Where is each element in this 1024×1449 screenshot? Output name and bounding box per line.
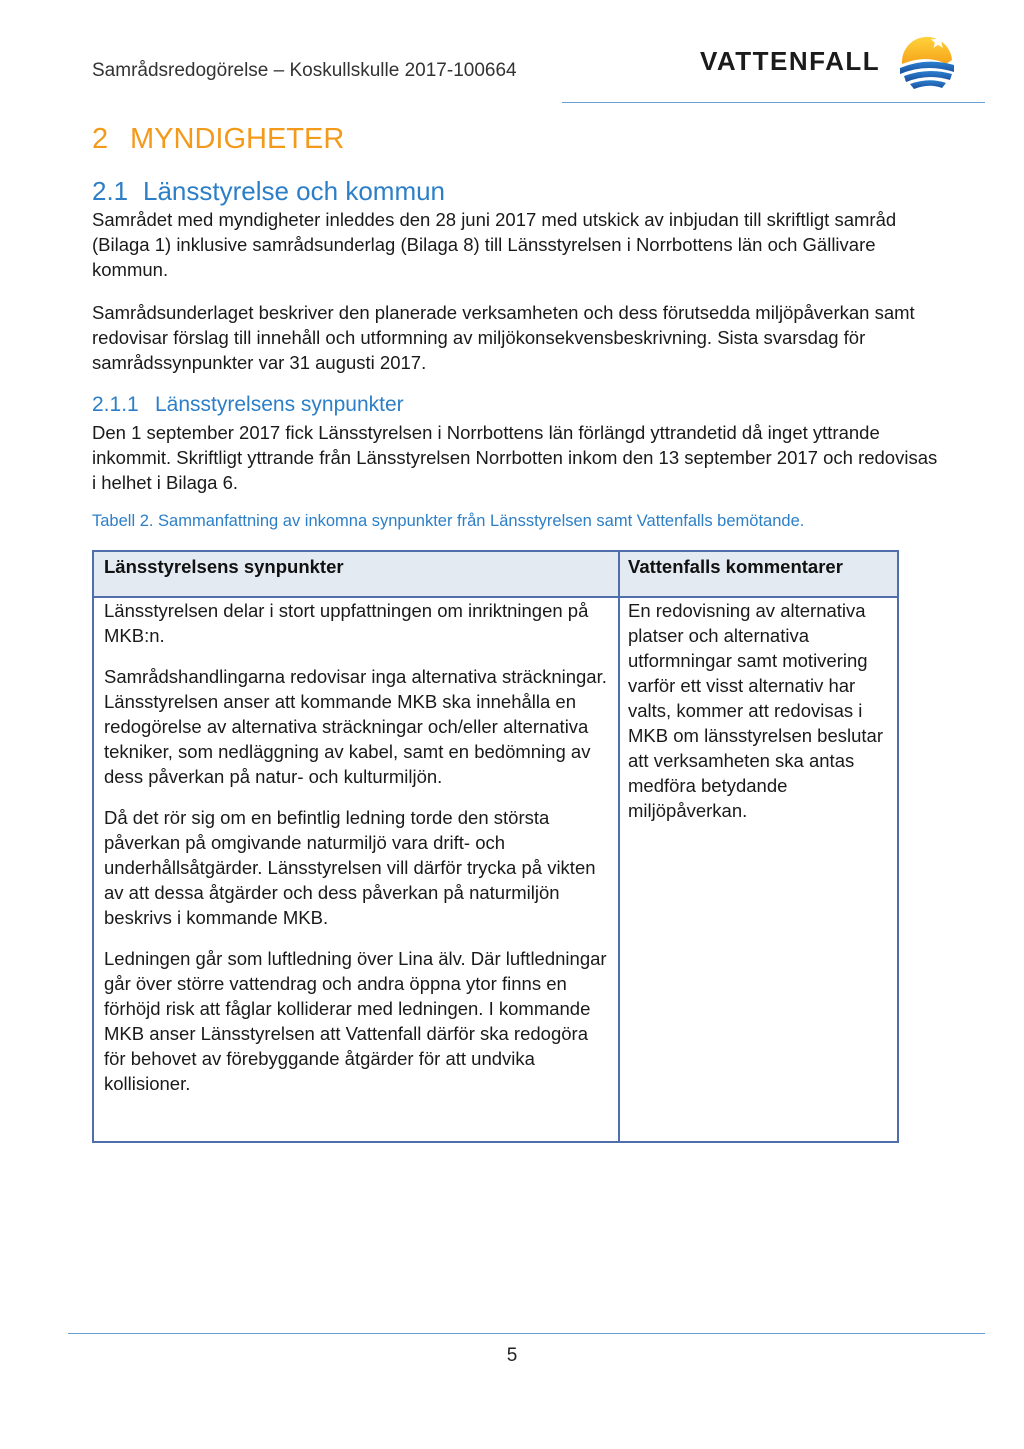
- section-title: MYNDIGHETER: [130, 123, 345, 155]
- sun-wave-icon: [896, 30, 958, 92]
- subsection-heading: [92, 176, 445, 207]
- paragraph-intro: Samrådet med myndigheter inleddes den 28 juni 2017 med utskick av inbjudan till skriftligt samråd (Bilaga 1) inklusive samrådsunderlag (Bilaga 8) till Länsstyrelsen i Norrbottens län och Gällivare kommun.: [92, 209, 897, 280]
- comments-table: [92, 550, 899, 1143]
- document-title: Samrådsredogörelse – Koskullskulle 2017-100664: [92, 60, 517, 81]
- column-divider: [618, 552, 620, 1141]
- section-heading: [92, 123, 344, 156]
- subsubsection-heading: [92, 393, 404, 417]
- paragraph-underlag: Samrådsunderlaget beskriver den planerade verksamheten och dess förutsedda miljöpåverkan samt redovisar förslag till innehåll och utformning av miljökonsekvensbeskrivning. Sista svarsdag för samrådssynpunkter var 31 augusti 2017.: [92, 302, 915, 373]
- cell-paragraph: En redovisning av alternativa platser och alternativa utformningar samt motivering varför ett visst alternativ har valts, kommer att redovisas i MKB om länsstyrelsen beslutar att verksamheten ska antas medföra betydande miljöpåverkan.: [628, 600, 883, 821]
- table-header-cell: Vattenfalls kommentarer: [628, 556, 843, 577]
- table-caption: Tabell 2. Sammanfattning av inkomna synpunkter från Länsstyrelsen samt Vattenfalls bemötande.: [92, 512, 805, 530]
- vattenfall-logo: [700, 30, 962, 92]
- subsubsection-number: 2.1.1: [92, 393, 139, 416]
- table-cell-synpunkter: [104, 598, 609, 1112]
- cell-paragraph: Länsstyrelsen delar i stort uppfattningen om inriktningen på MKB:n.: [104, 600, 589, 646]
- cell-paragraph: Ledningen går som luftledning över Lina älv. Där luftledningar går över större vattendrag och andra öppna ytor finns en förhöjd risk att fåglar kolliderar med ledningen. I kommande MKB anser Länsstyrelsen att Vattenfall därför ska redogöra för behovet av förebyggande åtgärder för att undvika kollisioner.: [104, 948, 607, 1094]
- subsection-title: Länsstyrelse och kommun: [143, 176, 446, 206]
- table-cell-kommentarer: [628, 598, 892, 839]
- page-number: 5: [506, 1345, 518, 1366]
- logo-wordmark: VATTENFALL: [700, 46, 881, 76]
- table-header-cell: Länsstyrelsens synpunkter: [104, 556, 344, 577]
- cell-paragraph: Samrådshandlingarna redovisar inga alternativa sträckningar. Länsstyrelsen anser att kommande MKB ska innehålla en redogörelse av alternativa sträckningar och/eller alternativa tekniker, som nedläggning av kabel, samt en bedömning av dess påverkan på natur- och kulturmiljön.: [104, 666, 607, 787]
- subsection-number: 2.1: [92, 176, 129, 206]
- paragraph-yttrande: Den 1 september 2017 fick Länsstyrelsen i Norrbottens län förlängd yttrandetid då inget yttrande inkommit. Skriftligt yttrande från Länsstyrelsen Norrbotten inkom den 13 september 2017 och redovisas i helhet i Bilaga 6.: [92, 422, 938, 493]
- section-number: 2: [92, 123, 109, 155]
- cell-paragraph: Då det rör sig om en befintlig ledning torde den största påverkan på omgivande naturmiljö vara drift- och underhållsåtgärder. Länsstyrelsen vill därför trycka på vikten av att dessa åtgärder och dess påverkan på naturmiljön beskrivs i kommande MKB.: [104, 807, 596, 928]
- subsubsection-title: Länsstyrelsens synpunkter: [155, 393, 404, 416]
- footer-divider: [68, 1333, 985, 1334]
- header-divider: [562, 102, 985, 103]
